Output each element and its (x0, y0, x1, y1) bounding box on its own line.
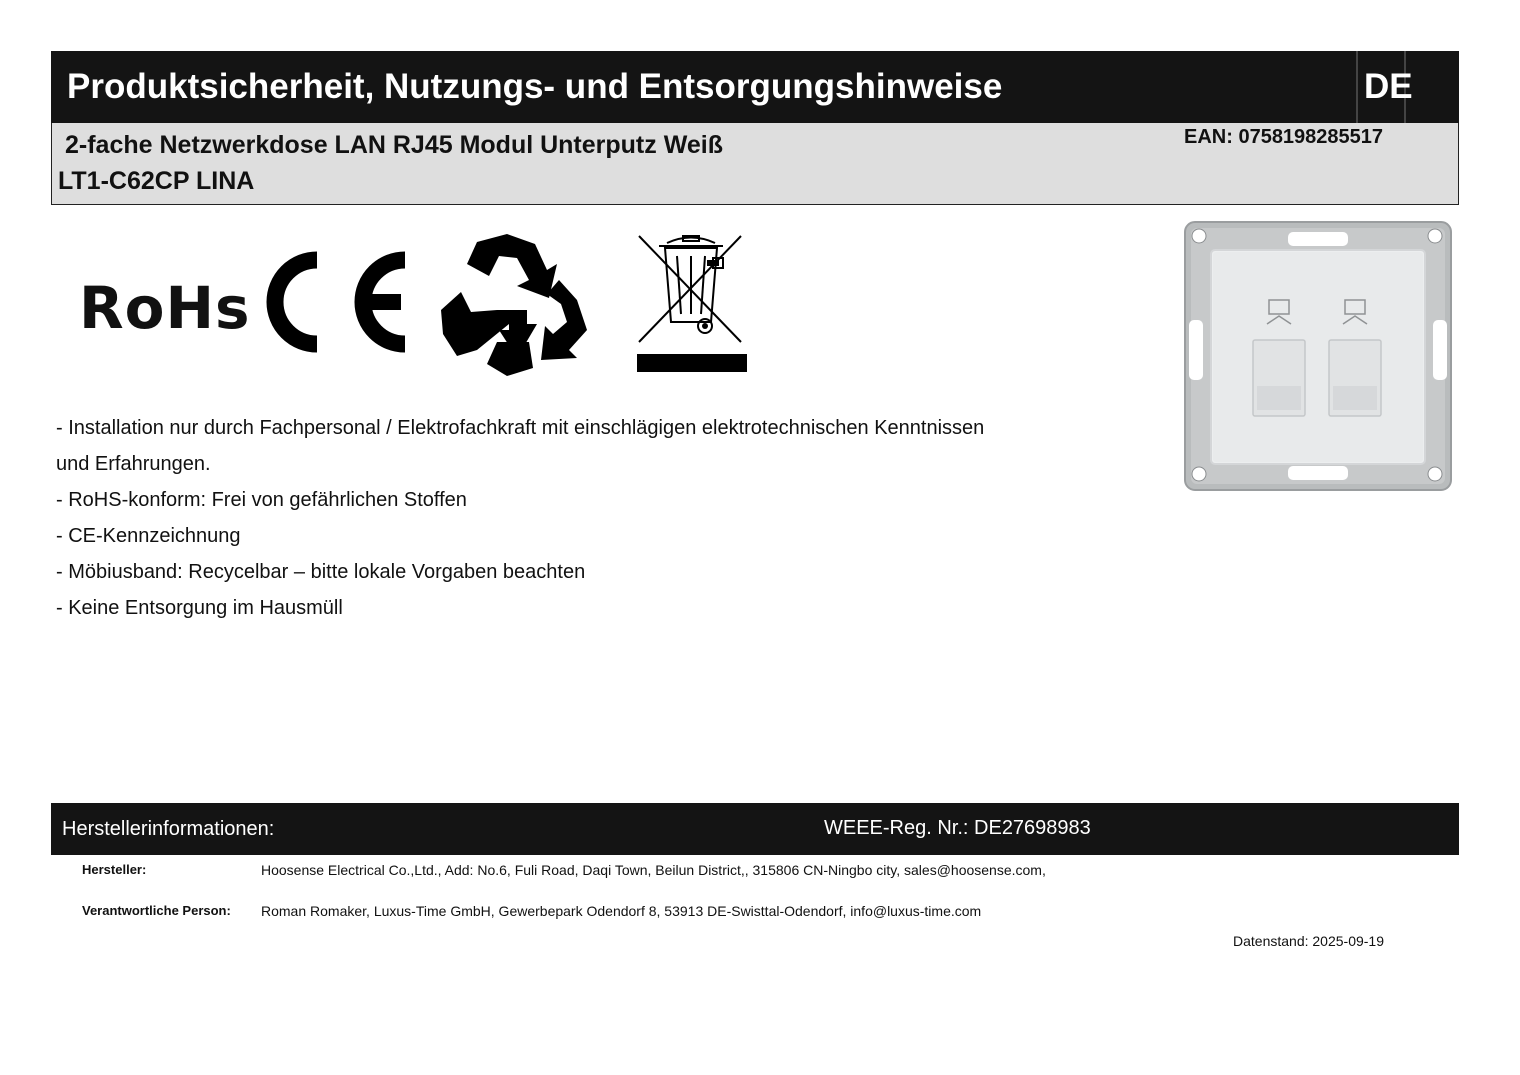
note-rohs: - RoHS-konform: Frei von gefährlichen Stoffen (56, 489, 467, 511)
ean-code: EAN: 0758198285517 (1184, 126, 1384, 148)
language-code: DE (1364, 67, 1413, 106)
product-name: 2-fache Netzwerkdose LAN RJ45 Modul Unterputz Weiß (65, 131, 723, 159)
recycling-icon (437, 230, 587, 376)
language-box (1356, 51, 1413, 123)
product-photo (1183, 220, 1453, 492)
safety-notes (56, 410, 1136, 626)
data-date: Datenstand: 2025-09-19 (1233, 933, 1384, 949)
page-title: Produktsicherheit, Nutzungs- und Entsorgungshinweise (67, 67, 1003, 106)
rohs-logo: RoHs (79, 274, 251, 342)
product-model: LT1-C62CP LINA (58, 167, 255, 195)
manufacturer-label: Hersteller: (82, 862, 147, 877)
manufacturer-value: Hoosense Electrical Co.,Ltd., Add: No.6, Fuli Road, Daqi Town, Beilun District,, 315806 CN-Ningbo city, sales@hoosense.com, (261, 862, 1046, 878)
weee-registration: WEEE-Reg. Nr.: DE27698983 (824, 817, 1091, 839)
ce-mark-icon (259, 250, 409, 354)
title-bar (51, 51, 1459, 123)
responsible-label: Verantwortliche Person: (82, 903, 231, 918)
note-recycling: - Möbiusband: Recycelbar – bitte lokale Vorgaben beachten (56, 561, 586, 583)
note-installation: - Installation nur durch Fachpersonal / Elektrofachkraft mit einschlägigen elektrotechnischen Kenntnissen (56, 417, 985, 439)
product-header (51, 123, 1459, 205)
compliance-symbols (75, 228, 765, 378)
manufacturer-section-title: Herstellerinformationen: (62, 818, 275, 840)
manufacturer-bar (51, 803, 1459, 855)
weee-crossed-bin-icon (635, 230, 747, 374)
note-disposal: - Keine Entsorgung im Hausmüll (56, 597, 343, 619)
note-ce: - CE-Kennzeichnung (56, 525, 241, 547)
note-installation-cont: und Erfahrungen. (56, 453, 211, 475)
responsible-value: Roman Romaker, Luxus-Time GmbH, Gewerbepark Odendorf 8, 53913 DE-Swisttal-Odendorf, info@luxus-time.com (261, 903, 982, 919)
